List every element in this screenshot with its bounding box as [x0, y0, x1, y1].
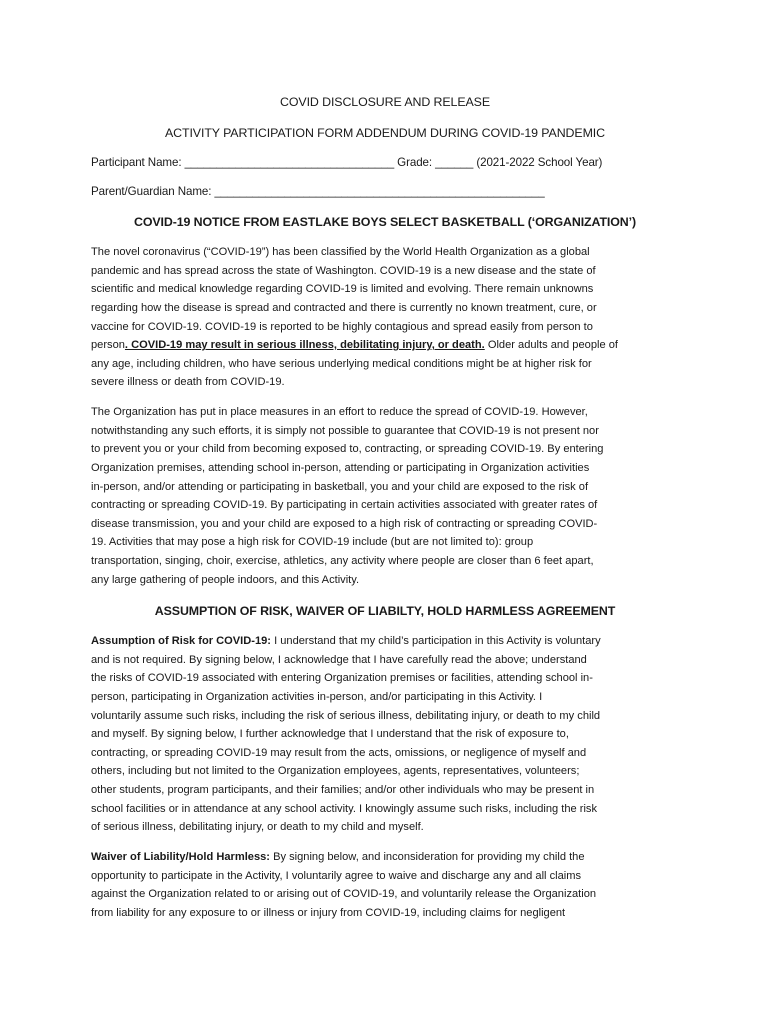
paragraph-line: contracting or spreading COVID-19. By participating in certain activities associated with greater rates of [91, 499, 598, 512]
paragraph-line: to prevent you or your child from becoming exposed to, contracting, or spreading COVID-19. By entering [91, 443, 604, 456]
paragraph-line: opportunity to participate in the Activity, I voluntarily agree to waive and discharge any and all claims [91, 869, 582, 882]
paragraph-line: any large gathering of people indoors, and this Activity. [91, 573, 360, 586]
paragraph-line: against the Organization related to or arising out of COVID-19, and voluntarily release the Organization [91, 888, 597, 901]
paragraph-line: vaccine for COVID-19. COVID-19 is reported to be highly contagious and spread easily from person to [91, 320, 593, 333]
paragraph-line: severe illness or death from COVID-19. [91, 376, 285, 389]
assumption-of-risk-paragraph [91, 632, 691, 837]
paragraph-line: disease transmission, you and your child are exposed to a high risk of contracting or spreading COVID- [91, 517, 598, 530]
notice-paragraph-2 [91, 403, 691, 589]
paragraph-line: 19. Activities that may pose a high risk for COVID-19 include (but are not limited to): group [91, 536, 534, 549]
paragraph-line: transportation, singing, choir, exercise, athletics, any activity where people are closer than 6 feet apart, [91, 555, 594, 568]
paragraph-line: school facilities or in attendance at any school activity. I knowingly assume such risks, including the risk [91, 802, 598, 815]
document-title: COVID DISCLOSURE AND RELEASE [280, 95, 490, 109]
paragraph-line: Organization premises, attending school in-person, attending or participating in Organization activities [91, 461, 590, 474]
paragraph-line [91, 336, 691, 355]
paragraph-line: pandemic and has spread across the state of Washington. COVID-19 is a new disease and the state of [91, 264, 596, 277]
paragraph-line [91, 632, 691, 651]
waiver-of-liability-label: Waiver of Liability/Hold Harmless: [91, 851, 270, 863]
assumption-of-risk-label: Assumption of Risk for COVID-19: [91, 635, 271, 647]
paragraph-line: in-person, and/or attending or participating in basketball, you and your child are exposed to the risk of [91, 480, 589, 493]
serious-illness-warning: . COVID-19 may result in serious illness, debilitating injury, or death. [124, 339, 485, 352]
paragraph-line: any age, including children, who have serious underlying medical conditions might be at higher risk for [91, 357, 592, 370]
paragraph-line: The novel coronavirus (“COVID-19”) has been classified by the World Health Organization as a global [91, 246, 590, 258]
paragraph-line: from liability for any exposure to or illness or injury from COVID-19, including claims for negligent [91, 906, 566, 919]
paragraph-line: others, including but not limited to the Organization employees, agents, representatives, volunteers; [91, 765, 580, 778]
paragraph-line: person, participating in Organization activities in-person, and/or participating in this Activity. I [91, 690, 543, 703]
paragraph-line-rest: By signing below, and inconsideration for providing my child the [269, 851, 585, 863]
waiver-heading: ASSUMPTION OF RISK, WAIVER OF LIABILTY, HOLD HARMLESS AGREEMENT [154, 604, 616, 618]
paragraph-line: and is not required. By signing below, I acknowledge that I have carefully read the above; understand [91, 653, 587, 666]
notice-heading: COVID-19 NOTICE FROM EASTLAKE BOYS SELECT BASKETBALL (‘ORGANIZATION’) [133, 215, 637, 229]
paragraph-line: contracting, or spreading COVID-19 may result from the acts, omissions, or negligence of myself and [91, 746, 587, 759]
paragraph-line-rest: I understand that my child’s participation in this Activity is voluntary [270, 635, 601, 647]
paragraph-line: The Organization has put in place measures in an effort to reduce the spread of COVID-19. However, [91, 406, 588, 418]
paragraph-line: regarding how the disease is spread and contracted and there is currently no known treatment, cure, or [91, 301, 597, 314]
paragraph-line: other students, program participants, and their families; and/or other individuals who may be present in [91, 784, 595, 797]
paragraph-line-start: person [91, 339, 125, 352]
paragraph-line-end: Older adults and people of [484, 339, 618, 352]
notice-paragraph-1 [91, 243, 691, 392]
paragraph-line: notwithstanding any such efforts, it is simply not possible to guarantee that COVID-19 is not present nor [91, 424, 599, 437]
paragraph-line: scientific and medical knowledge regarding COVID-19 is limited and evolving. There remain unknowns [91, 283, 594, 296]
paragraph-line: of serious illness, debilitating injury, or death to my child and myself. [91, 821, 424, 834]
participant-name-grade-field: Participant Name: _________________________________ Grade: ______ (2021-2022 School Year) [91, 156, 603, 169]
paragraph-line: and myself. By signing below, I further acknowledge that I understand that the risk of exposure to, [91, 728, 569, 741]
parent-guardian-name-field: Parent/Guardian Name: ____________________________________________________ [91, 185, 545, 198]
paragraph-line [91, 848, 691, 867]
paragraph-line: the risks of COVID-19 associated with entering Organization premises or facilities, attending school in- [91, 672, 593, 685]
paragraph-line: voluntarily assume such risks, including the risk of serious illness, debilitating injury, or death to my child [91, 709, 601, 722]
waiver-of-liability-paragraph [91, 848, 691, 923]
document-subtitle: ACTIVITY PARTICIPATION FORM ADDENDUM DURING COVID-19 PANDEMIC [164, 126, 605, 140]
